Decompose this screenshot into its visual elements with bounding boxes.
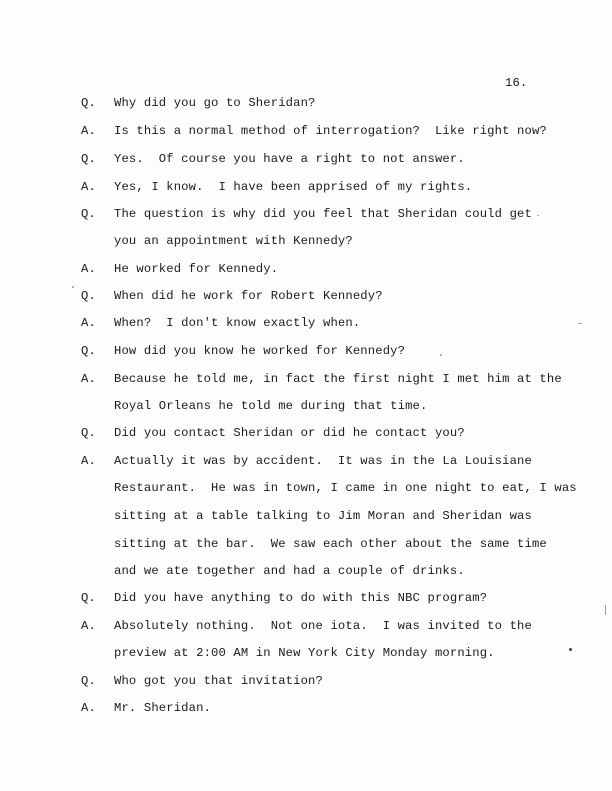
- transcript-line: When did he work for Robert Kennedy?: [114, 289, 383, 303]
- transcript-line: When? I don't know exactly when.: [114, 316, 361, 330]
- speaker-label: Q.: [81, 207, 96, 221]
- qa-entry: [0, 701, 612, 717]
- transcript-line: He worked for Kennedy.: [114, 262, 279, 276]
- speaker-label: A.: [81, 316, 96, 330]
- transcript-line: sitting at the bar. We saw each other about the same time: [114, 537, 547, 551]
- qa-continuation: [0, 564, 612, 580]
- transcript-line: Why did you go to Sheridan?: [114, 96, 316, 110]
- speaker-label: A.: [81, 701, 96, 715]
- qa-continuation: [0, 537, 612, 553]
- scan-speck: [72, 286, 74, 288]
- speaker-label: A.: [81, 124, 96, 138]
- speaker-label: Q.: [81, 152, 96, 166]
- speaker-label: A.: [81, 454, 96, 468]
- qa-entry: [0, 591, 612, 607]
- transcript-line: you an appointment with Kennedy?: [114, 234, 353, 248]
- speaker-label: Q.: [81, 289, 96, 303]
- qa-entry: [0, 316, 612, 332]
- transcript-line: and we ate together and had a couple of drinks.: [114, 564, 465, 578]
- qa-entry: [0, 426, 612, 442]
- qa-entry: [0, 262, 612, 278]
- transcript-line: Mr. Sheridan.: [114, 701, 212, 715]
- qa-entry: [0, 152, 612, 168]
- qa-entry: [0, 372, 612, 388]
- transcript-line: How did you know he worked for Kennedy?: [114, 344, 406, 358]
- scan-speck: [605, 605, 606, 615]
- speaker-label: A.: [81, 180, 96, 194]
- scan-speck: [578, 323, 582, 324]
- transcript-line: Did you contact Sheridan or did he contact you?: [114, 426, 465, 440]
- transcript-line: Is this a normal method of interrogation? Like right now?: [114, 124, 547, 138]
- speaker-label: A.: [81, 262, 96, 276]
- page-number: 16.: [505, 76, 528, 90]
- transcript-line: Because he told me, in fact the first night I met him at the: [114, 372, 562, 386]
- speaker-label: A.: [81, 372, 96, 386]
- qa-continuation: [0, 481, 612, 497]
- qa-entry: [0, 124, 612, 140]
- qa-entry: [0, 289, 612, 305]
- qa-entry: [0, 454, 612, 470]
- scan-speck: [537, 215, 539, 216]
- transcript-line: Did you have anything to do with this NBC program?: [114, 591, 488, 605]
- transcript-line: preview at 2:00 AM in New York City Monday morning.: [114, 646, 495, 660]
- scan-speck: [440, 354, 442, 356]
- qa-entry: [0, 207, 612, 223]
- qa-entry: [0, 180, 612, 196]
- speaker-label: Q.: [81, 674, 96, 688]
- speaker-label: Q.: [81, 426, 96, 440]
- transcript-line: Royal Orleans he told me during that time.: [114, 399, 428, 413]
- transcript-line: Yes, I know. I have been apprised of my rights.: [114, 180, 473, 194]
- speaker-label: A.: [81, 619, 96, 633]
- qa-entry: [0, 674, 612, 690]
- qa-entry: [0, 96, 612, 112]
- transcript-line: Yes. Of course you have a right to not answer.: [114, 152, 465, 166]
- qa-continuation: [0, 399, 612, 415]
- qa-continuation: [0, 646, 612, 662]
- qa-continuation: [0, 509, 612, 525]
- transcript-line: Absolutely nothing. Not one iota. I was invited to the: [114, 619, 532, 633]
- speaker-label: Q.: [81, 96, 96, 110]
- speaker-label: Q.: [81, 344, 96, 358]
- transcript-line: sitting at a table talking to Jim Moran and Sheridan was: [114, 509, 532, 523]
- qa-entry: [0, 619, 612, 635]
- scan-speck: [569, 648, 572, 651]
- transcript-line: Actually it was by accident. It was in the La Louisiane: [114, 454, 532, 468]
- transcript-line: The question is why did you feel that Sheridan could get: [114, 207, 532, 221]
- qa-continuation: [0, 234, 612, 250]
- transcript-line: Restaurant. He was in town, I came in one night to eat, I was: [114, 481, 577, 495]
- speaker-label: Q.: [81, 591, 96, 605]
- qa-entry: [0, 344, 612, 360]
- transcript-line: Who got you that invitation?: [114, 674, 323, 688]
